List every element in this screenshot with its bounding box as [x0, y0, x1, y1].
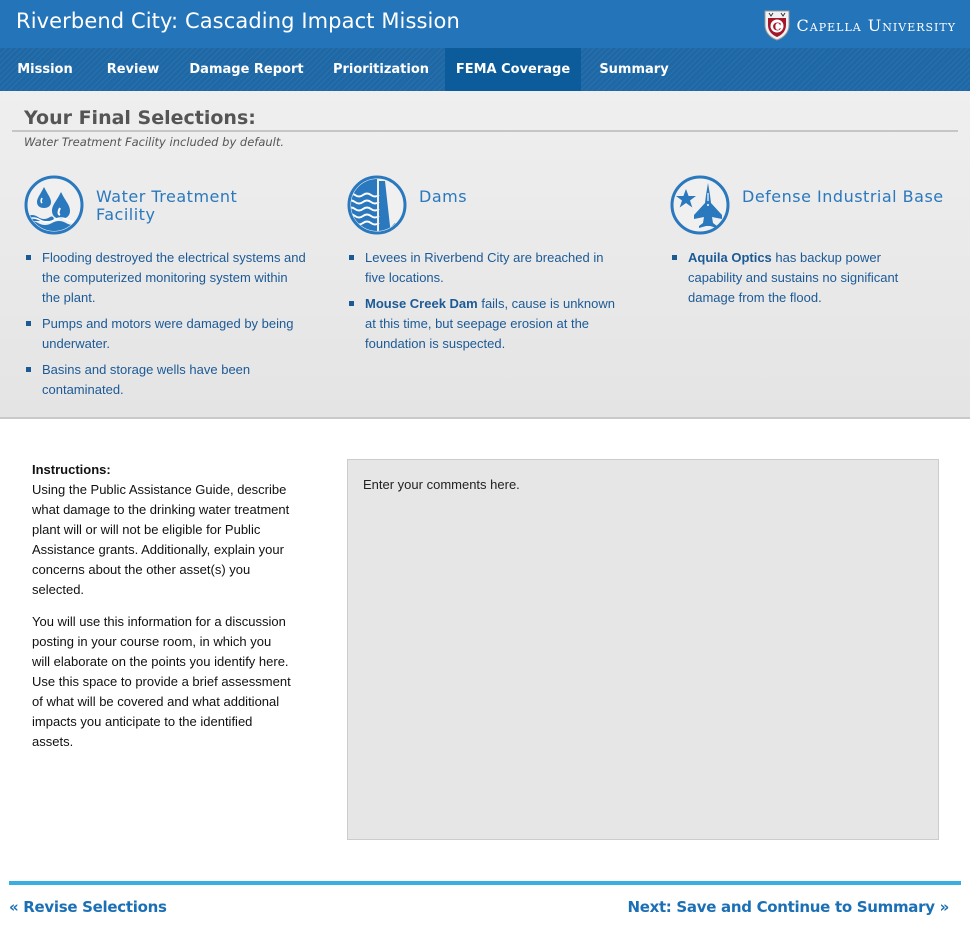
asset-bullets: [349, 248, 619, 360]
bullet-item: Mouse Creek Dam fails, cause is unknown at this time, but seepage erosion at the foundation is suspected.: [349, 294, 619, 354]
tab-prioritization[interactable]: Prioritization: [332, 62, 430, 77]
brand-logo: [763, 9, 956, 41]
svg-text:C: C: [772, 20, 781, 34]
next-save-continue-link[interactable]: Next: Save and Continue to Summary »: [627, 898, 949, 916]
footer-divider: [9, 881, 961, 885]
fighter-jet-icon: [670, 175, 730, 235]
nav-bar: [0, 48, 970, 91]
revise-selections-link[interactable]: « Revise Selections: [9, 898, 167, 916]
instructions: [32, 460, 292, 764]
bullet-item: Flooding destroyed the electrical systems and the computerized monitoring system within the plant.: [26, 248, 306, 308]
asset-bullets: [26, 248, 306, 406]
asset-name: Dams: [419, 187, 468, 206]
app-title: Riverbend City: Cascading Impact Mission: [16, 9, 460, 33]
instructions-paragraph-2: You will use this information for a discussion posting in your course room, in which you will elaborate on the points you identify here. Use this space to provide a brief assessment of what will be covered and what additional impacts you anticipate to the identified assets.: [32, 614, 291, 749]
water-drops-icon: [24, 175, 84, 235]
asset-name: Defense Industrial Base: [742, 187, 944, 206]
instructions-label: Instructions:: [32, 462, 111, 477]
tab-summary[interactable]: Summary: [599, 62, 669, 77]
tab-fema-coverage[interactable]: FEMA Coverage: [445, 48, 581, 91]
bullet-item: Levees in Riverbend City are breached in five locations.: [349, 248, 619, 288]
dam-icon: [347, 175, 407, 235]
bullet-item: Aquila Optics has backup power capability and sustains no significant damage from the flood.: [672, 248, 922, 308]
asset-name: Water Treatment Facility: [96, 187, 238, 224]
brand-name: Capella University: [796, 15, 956, 35]
title-bar: [0, 0, 970, 48]
final-selections-panel: [0, 91, 970, 419]
tab-damage-report[interactable]: Damage Report: [189, 62, 304, 77]
selections-title: Your Final Selections:: [24, 107, 256, 129]
divider: [12, 130, 958, 132]
tab-review[interactable]: Review: [106, 62, 160, 77]
bullet-item: Basins and storage wells have been contaminated.: [26, 360, 306, 400]
instructions-paragraph-1: Using the Public Assistance Guide, describe what damage to the drinking water treatment plant will or will not be eligible for Public Assistance grants. Additionally, explain your concerns about the other asset(s) you selected.: [32, 482, 290, 597]
bullet-item: Pumps and motors were damaged by being underwater.: [26, 314, 306, 354]
asset-bullets: [672, 248, 922, 314]
tab-mission[interactable]: Mission: [17, 62, 73, 77]
shield-logo-icon: [763, 9, 791, 41]
comments-textarea[interactable]: [347, 459, 939, 840]
selections-subtitle: Water Treatment Facility included by default.: [24, 135, 285, 149]
